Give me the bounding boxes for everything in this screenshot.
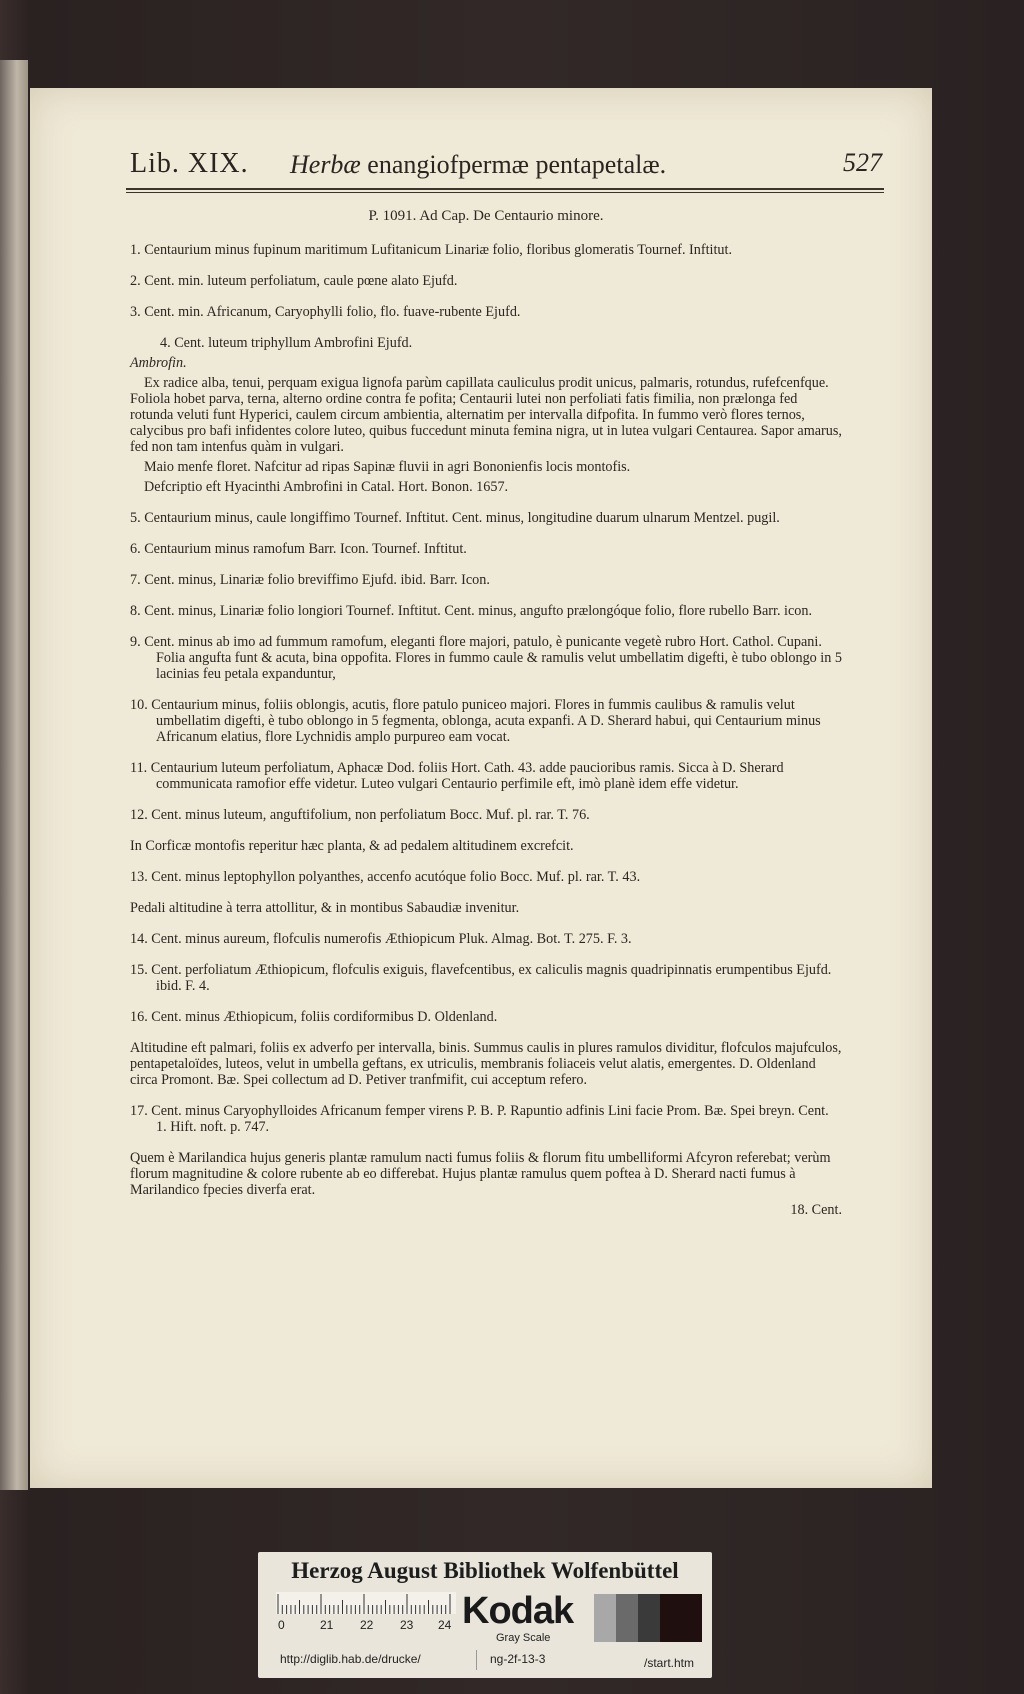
ruler-scale: [276, 1592, 456, 1614]
page-number: 527: [843, 148, 882, 177]
card-divider: [476, 1650, 477, 1670]
oldenland-description: Altitudine eft palmari, foliis ex adverfo per intervalla, binis. Summus caulis in plures ramulos dividitur, flofculos majufculos, pentapetaloïdes, luteos, velut in umbella geftans, ex utriculis, membranis foliaceis velut alatis, emergentes. D. Oldenland circa Promont. Bæ. Spei collectum ad D. Petiver tranfmifit, cui acceptum refero.: [130, 1040, 842, 1088]
kodak-logo: Kodak: [462, 1590, 574, 1632]
entry-10: [130, 697, 842, 745]
sabaudia-note: Pedali altitudine à terra attollitur, & in montibus Sabaudiæ invenitur.: [130, 900, 520, 916]
entry-text: Centaurium minus ramofum Barr. Icon. Tournef. Inftitut.: [144, 541, 467, 557]
corsica-note: In Corficæ montofis reperitur hæc planta, & ad pedalem altitudinem excrefcit.: [130, 838, 574, 854]
chapter-subheading: P. 1091. Ad Cap. De Centaurio minore.: [368, 208, 604, 224]
entry-6: [130, 541, 842, 557]
ruler-label: 24: [438, 1618, 452, 1632]
entry-number: 11.: [130, 760, 148, 776]
entry-number: 5.: [130, 510, 141, 526]
header-title-rest: enangiofpermæ pentapetalæ.: [367, 150, 667, 179]
entry-text: Cent. minus luteum, anguftifolium, non perfoliatum Bocc. Muf. pl. rar. T. 76.: [151, 807, 590, 823]
entry-11: [130, 760, 842, 792]
entry-1: [130, 242, 842, 258]
entry-number: 2.: [130, 273, 141, 289]
entry-2: [130, 273, 842, 289]
entry-text: Centaurium minus, foliis oblongis, acutis, flore patulo puniceo majori. Flores in fummis caulibus & ramulis velut umbellatim digefti, è tubo oblongo in 5 fegmenta, oblonga, acuta expanfi. A D. Sherard habui, qui Centaurium minus Africanum elatius, flore Lychnidis amplo purpureo eam vocat.: [151, 697, 821, 745]
previous-page-edge: [0, 60, 28, 1490]
entry-9: [130, 634, 842, 682]
entry-number: 13.: [130, 869, 148, 885]
gray-scale-label: Gray Scale: [496, 1632, 551, 1644]
entry-7: [130, 572, 842, 588]
entry-text: Cent. minus, Linariæ folio longiori Tournef. Inftitut. Cent. minus, angufto prælongóque folio, flore rubello Barr. icon.: [144, 603, 813, 619]
ruler-label: 23: [400, 1618, 414, 1632]
entry-number: 1.: [130, 242, 141, 258]
header-title: [290, 150, 666, 180]
entry-number: 8.: [130, 603, 141, 619]
swatch: [594, 1594, 616, 1642]
entry-text: Centaurium minus, caule longiffimo Tournef. Inftitut. Cent. minus, longitudine duarum ulnarum Mentzel. pugil.: [144, 510, 780, 526]
ruler-label: 22: [360, 1618, 374, 1632]
entry-number: 6.: [130, 541, 141, 557]
book-page: [30, 88, 932, 1488]
entry-text: Cent. minus leptophyllon polyanthes, accenfo acutóque folio Bocc. Muf. pl. rar. T. 43.: [151, 869, 641, 885]
entry-4: [130, 335, 842, 351]
entry-14: [130, 931, 842, 947]
ambrosini-label-text: Ambrofin.: [130, 355, 187, 371]
ruler-label: 0: [278, 1618, 285, 1632]
entry-text: Centaurium minus fupinum maritimum Lufitanicum Linariæ folio, floribus glomeratis Tournef. Inftitut.: [144, 242, 733, 258]
header-rule: [126, 188, 884, 190]
entry-16: [130, 1009, 842, 1025]
header-title-italic: Herbæ: [290, 150, 361, 179]
swatch: [638, 1594, 660, 1642]
entry-number: 14.: [130, 931, 148, 947]
entry-13: [130, 869, 842, 885]
entry-text: Centaurium luteum perfoliatum, Aphacæ Dod. foliis Hort. Cath. 43. adde paucioribus ramis. Sicca à D. Sherard communicata ramofior effe videtur. Luteo vulgari Centaurio perfimile eft, imò planè idem effe videtur.: [150, 760, 784, 792]
marilandica-description: Quem è Marilandica hujus generis plantæ ramulum nacti fumus foliis & florum fitu umbelliformi Afcyron referebat; verùm florum magnitudine & colore rubente ab eo differebat. Hujus plantæ ramulus quem poftea à D. Sherard nacti fumus à Marilandico fpecies diverfa erat.: [130, 1150, 831, 1198]
entry-text: Cent. minus Caryophylloides Africanum femper virens P. B. P. Rapuntio adfinis Lini facie Prom. Bæ. Spei breyn. Cent. 1. Hift. noft. p. 747.: [151, 1103, 829, 1135]
gray-swatches: [594, 1594, 702, 1642]
entry-number: 12.: [130, 807, 148, 823]
entry-text: Cent. minus, Linariæ folio breviffimo Ejufd. ibid. Barr. Icon.: [144, 572, 490, 588]
entry-number: 16.: [130, 1009, 148, 1025]
swatch: [660, 1594, 702, 1642]
ambrosini-description: Ex radice alba, tenui, perquam exigua lignofa parùm capillata cauliculus prodit unicus, palmaris, rotundus, rufefcenfque. Foliola hobet parva, terna, alterno ordine contra fe pofita; Centaurii lutei non perfoliati fatis fimilia, non prælonga fed rotunda veluti funt Hyperici, caulem circum ambientia, alternatim per intervalla difpofita. In fummo verò flores ternos, calycibus pro bafi infidentes colore luteo, quibus fuccedunt minuta femina nigra, ut in lutea vulgari Centaurea. Sapor amarus, fed non tam intenfus quàm in vulgari.: [130, 375, 842, 455]
catchword: 18. Cent.: [790, 1202, 842, 1218]
ambrosini-flowering: Maio menfe floret. Nafcitur ad ripas Sapinæ fluvii in agri Bononienfis locis montofis.: [144, 459, 631, 475]
entry-15: [130, 962, 842, 994]
entry-number: 15.: [130, 962, 148, 978]
entry-8: [130, 603, 842, 619]
entry-number: 9.: [130, 634, 141, 650]
swatch: [616, 1594, 638, 1642]
ruler-labels: [276, 1618, 456, 1632]
entry-12: [130, 807, 842, 823]
digital-library-url: http://diglib.hab.de/drucke/: [280, 1652, 421, 1666]
entry-text: Cent. min. luteum perfoliatum, caule pœne alato Ejufd.: [144, 273, 458, 289]
book-number: Lib. XIX.: [130, 148, 249, 179]
library-name: Herzog August Bibliothek Wolfenbüttel: [291, 1558, 679, 1583]
shelfmark: ng-2f-13-3: [490, 1652, 546, 1666]
page-body: [130, 206, 842, 1218]
entry-text: Cent. min. Africanum, Caryophylli folio, flo. fuave-rubente Ejufd.: [144, 304, 521, 320]
entry-number: 3.: [130, 304, 141, 320]
library-color-card: [258, 1552, 712, 1678]
header-rule-thin: [126, 192, 884, 193]
entry-number: 4.: [160, 335, 171, 351]
entry-number: 17.: [130, 1103, 148, 1119]
entry-text: Cent. minus Æthiopicum, foliis cordiformibus D. Oldenland.: [151, 1009, 498, 1025]
ambrosini-label: [130, 355, 842, 371]
entry-number: 10.: [130, 697, 148, 713]
entry-3: [130, 304, 842, 320]
entry-text: Cent. luteum triphyllum Ambrofini Ejufd.: [174, 335, 413, 351]
entry-number: 7.: [130, 572, 141, 588]
ruler-label: 21: [320, 1618, 334, 1632]
running-header: [130, 148, 882, 188]
start-page-path: /start.htm: [644, 1656, 695, 1670]
ambrosini-source: Defcriptio eft Hyacinthi Ambrofini in Catal. Hort. Bonon. 1657.: [144, 479, 509, 495]
entry-text: Cent. minus aureum, flofculis numerofis Æthiopicum Pluk. Almag. Bot. T. 275. F. 3.: [151, 931, 632, 947]
entry-text: Cent. perfoliatum Æthiopicum, flofculis exiguis, flavefcentibus, ex caliculis magnis quadripinnatis erumpentibus Ejufd. ibid. F. 4.: [151, 962, 832, 994]
entry-17: [130, 1103, 842, 1135]
entry-text: Cent. minus ab imo ad fummum ramofum, eleganti flore majori, patulo, è punicante vegetè rubro Hort. Cathol. Cupani. Folia angufta funt & acuta, bina oppofita. Flores in fummo caule & ramulis velut umbellatim digefti, è tubo oblongo in 5 lacinias feu petala expanduntur,: [144, 634, 842, 682]
entry-5: [130, 510, 842, 526]
